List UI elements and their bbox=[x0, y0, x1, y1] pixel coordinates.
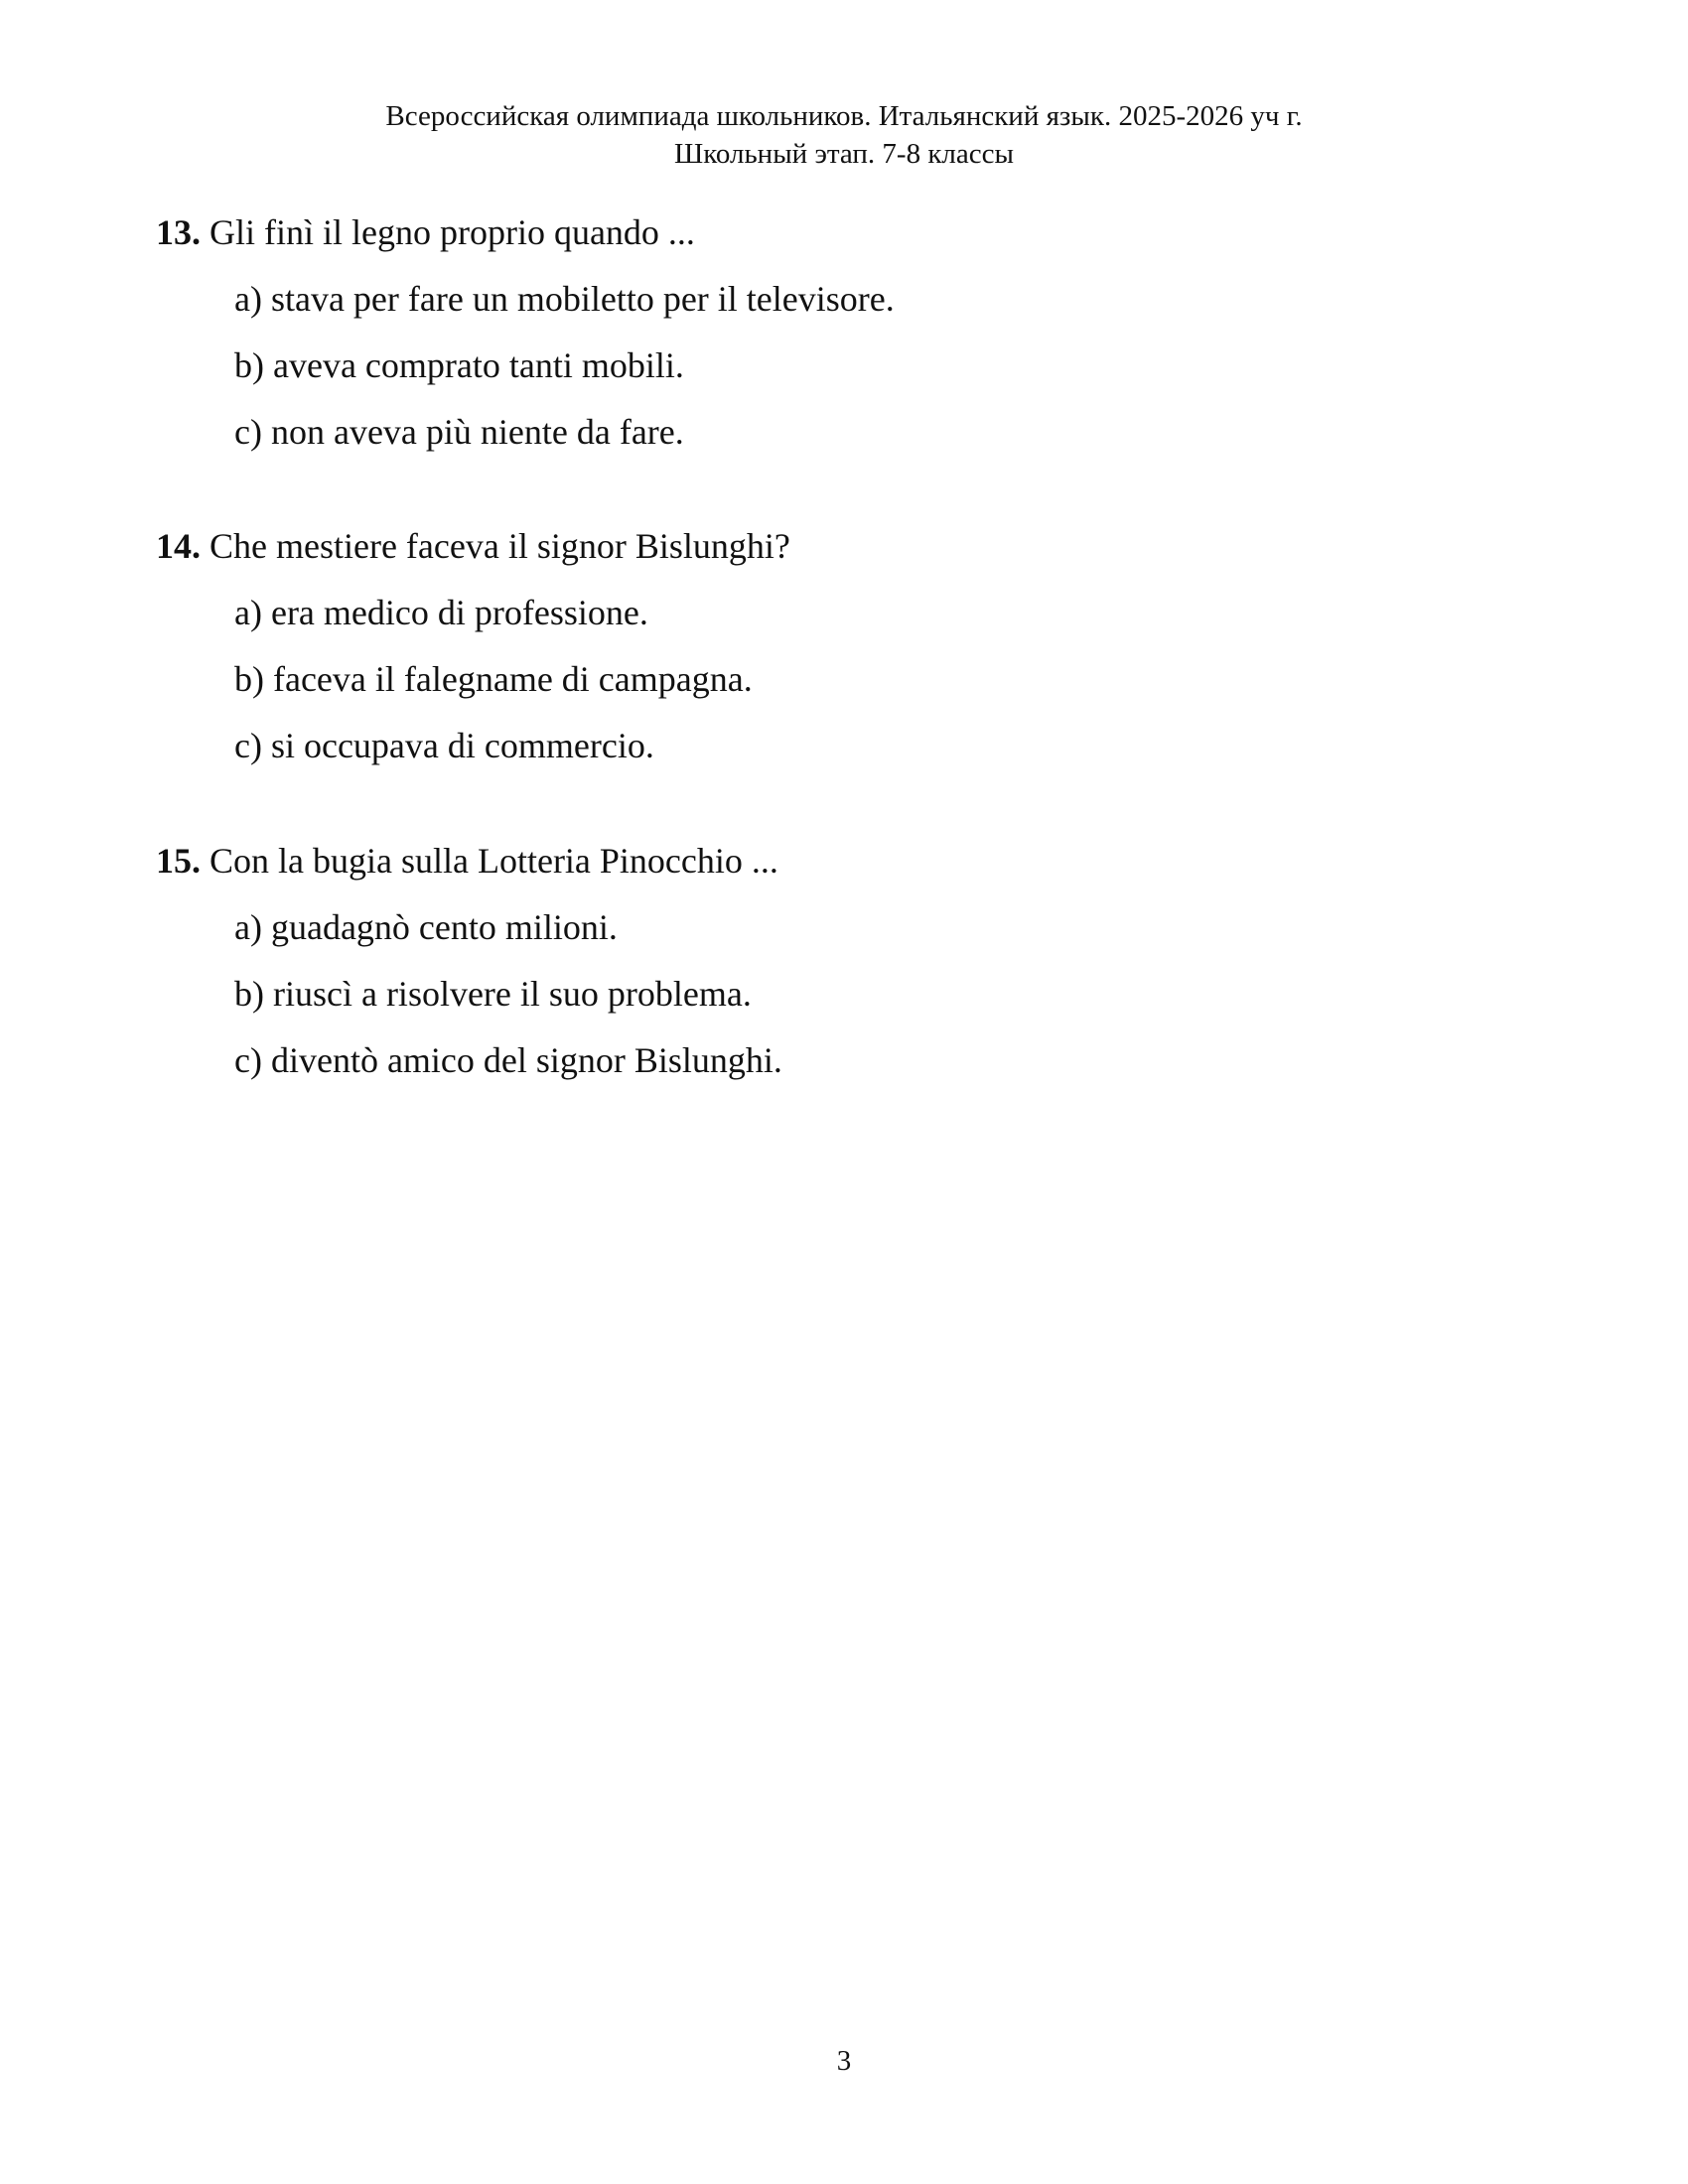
question-15-option-c: c) diventò amico del signor Bislunghi. bbox=[234, 1040, 782, 1080]
question-13-option-b: b) aveva comprato tanti mobili. bbox=[234, 345, 684, 385]
question-14 bbox=[156, 524, 790, 568]
question-15 bbox=[156, 839, 778, 883]
question-15-option-a: a) guadagnò cento milioni. bbox=[234, 907, 618, 947]
question-text: Gli finì il legno proprio quando ... bbox=[210, 212, 695, 252]
question-14-option-c: c) si occupava di commercio. bbox=[234, 726, 654, 765]
question-text: Con la bugia sulla Lotteria Pinocchio ... bbox=[210, 841, 778, 881]
question-15-option-b: b) riuscì a risolvere il suo problema. bbox=[234, 974, 752, 1014]
question-13-option-a: a) stava per fare un mobiletto per il televisore. bbox=[234, 279, 895, 319]
header-line-1: Всероссийская олимпиада школьников. Итальянский язык. 2025-2026 уч г. bbox=[385, 100, 1303, 132]
question-14-option-b: b) faceva il falegname di campagna. bbox=[234, 659, 753, 699]
question-number: 13. bbox=[156, 212, 201, 252]
page-number: 3 bbox=[836, 2045, 852, 2077]
question-14-option-a: a) era medico di professione. bbox=[234, 593, 648, 632]
page-header bbox=[0, 97, 1688, 173]
question-13 bbox=[156, 210, 695, 254]
question-number: 14. bbox=[156, 526, 201, 566]
question-number: 15. bbox=[156, 841, 201, 881]
header-line-2: Школьный этап. 7-8 классы bbox=[673, 138, 1014, 170]
question-13-option-c: c) non aveva più niente da fare. bbox=[234, 412, 684, 452]
question-text: Che mestiere faceva il signor Bislunghi? bbox=[210, 526, 790, 566]
